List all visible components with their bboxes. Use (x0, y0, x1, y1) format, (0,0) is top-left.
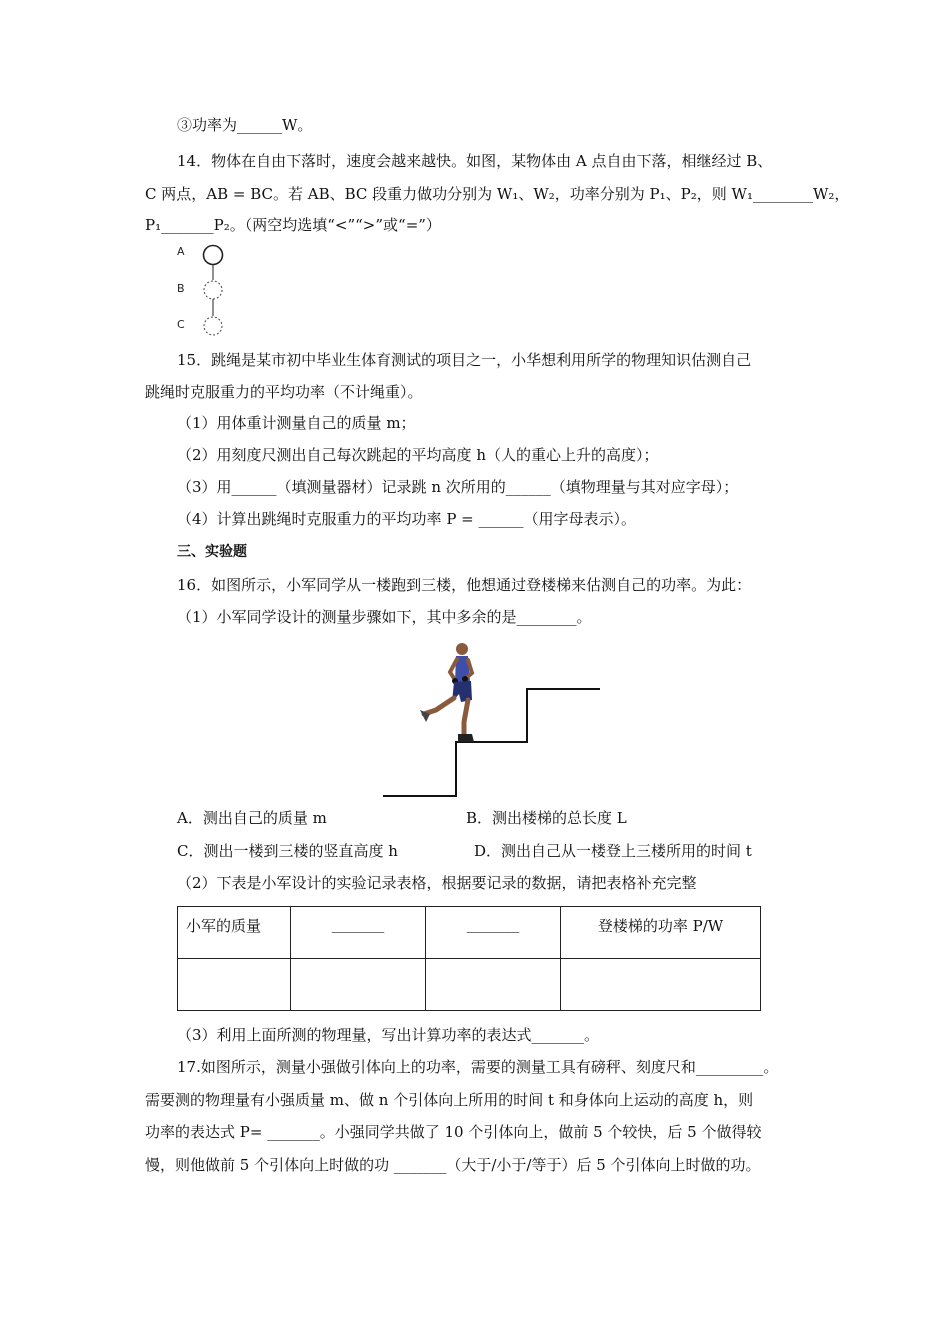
stairs-runner-figure (380, 636, 605, 801)
header-blank-2: _______ (426, 907, 561, 959)
table-cell (561, 959, 761, 1011)
record-table (177, 906, 761, 1011)
q15-line2: 跳绳时克服重力的平均功率（不计绳重）。 (145, 383, 423, 401)
table-cell (291, 959, 426, 1011)
header-blank-1: _______ (291, 907, 426, 959)
header-power: 登楼梯的功率 P/W (561, 907, 761, 959)
ball-b (204, 281, 222, 299)
label-b: B (177, 282, 185, 295)
label-a: A (177, 245, 185, 258)
q15-step1: （1）用体重计测量自己的质量 m； (177, 414, 416, 432)
q17-line2: 需要测的物理量有小强质量 m、做 n 个引体向上所用的时间 t 和身体向上运动的高度 h，则 (145, 1091, 754, 1109)
ball-a (204, 246, 223, 265)
q16-line1: 16．如图所示，小军同学从一楼跑到三楼，他想通过登楼梯来估测自己的功率。为此： (177, 576, 752, 594)
q14-line1: 14．物体在自由下落时，速度会越来越快。如图，某物体由 A 点自由下落，相继经过 B、 (177, 152, 773, 170)
table-header-row (178, 907, 761, 959)
q16-option-a: A．测出自己的质量 m (177, 809, 327, 827)
q15-step3: （3）用______（填测量器材）记录跳 n 次所用的______（填物理量与其对应字母）； (177, 478, 739, 496)
ball-c (204, 317, 222, 335)
q16-option-d: D．测出自己从一楼登上三楼所用的时间 t (474, 842, 752, 860)
q16-part2: （2）下表是小军设计的实验记录表格，根据要记录的数据，请把表格补充完整 (177, 874, 697, 892)
table-row (178, 959, 761, 1011)
falling-object-figure (198, 242, 230, 338)
q17-line3: 功率的表达式 P= _______。小强同学共做了 10 个引体向上，做前 5 个较快，后 5 个做得较 (145, 1123, 762, 1141)
q16-option-c: C．测出一楼到三楼的竖直高度 h (177, 842, 398, 860)
runner-icon (420, 643, 474, 742)
q14-line3: P₁_______P₂。（两空均选填“<”“>”或“=”） (145, 216, 441, 234)
table-cell (178, 959, 291, 1011)
q17-line4: 慢，则他做前 5 个引体向上时做的功 _______（大于/小于/等于）后 5 个引体向上时做的功。 (145, 1156, 761, 1174)
q16-part3: （3）利用上面所测的物理量，写出计算功率的表达式_______。 (177, 1026, 600, 1044)
q14-line2: C 两点，AB = BC。若 AB、BC 段重力做功分别为 W₁、W₂，功率分别为 P₁、P₂，则 W₁________W₂， (145, 185, 850, 203)
q15-line1: 15．跳绳是某市初中毕业生体育测试的项目之一，小华想利用所学的物理知识估测自己 (177, 351, 752, 369)
stairs (383, 689, 600, 796)
table-cell (426, 959, 561, 1011)
q13-power-line: ③功率为______W。 (177, 116, 313, 134)
section-heading: 三、实验题 (177, 544, 247, 560)
q16-part1: （1）小军同学设计的测量步骤如下，其中多余的是________。 (177, 608, 592, 626)
q17-line1: 17.如图所示，测量小强做引体向上的功率，需要的测量工具有磅秤、刻度尺和_________。 (177, 1058, 779, 1076)
header-mass: 小军的质量 (178, 907, 291, 959)
label-c: C (177, 318, 185, 331)
q16-option-b: B．测出楼梯的总长度 L (466, 809, 627, 827)
q15-step4: （4）计算出跳绳时克服重力的平均功率 P = ______（用字母表示）。 (177, 510, 637, 528)
q15-step2: （2）用刻度尺测出自己每次跳起的平均高度 h（人的重心上升的高度）； (177, 446, 659, 464)
